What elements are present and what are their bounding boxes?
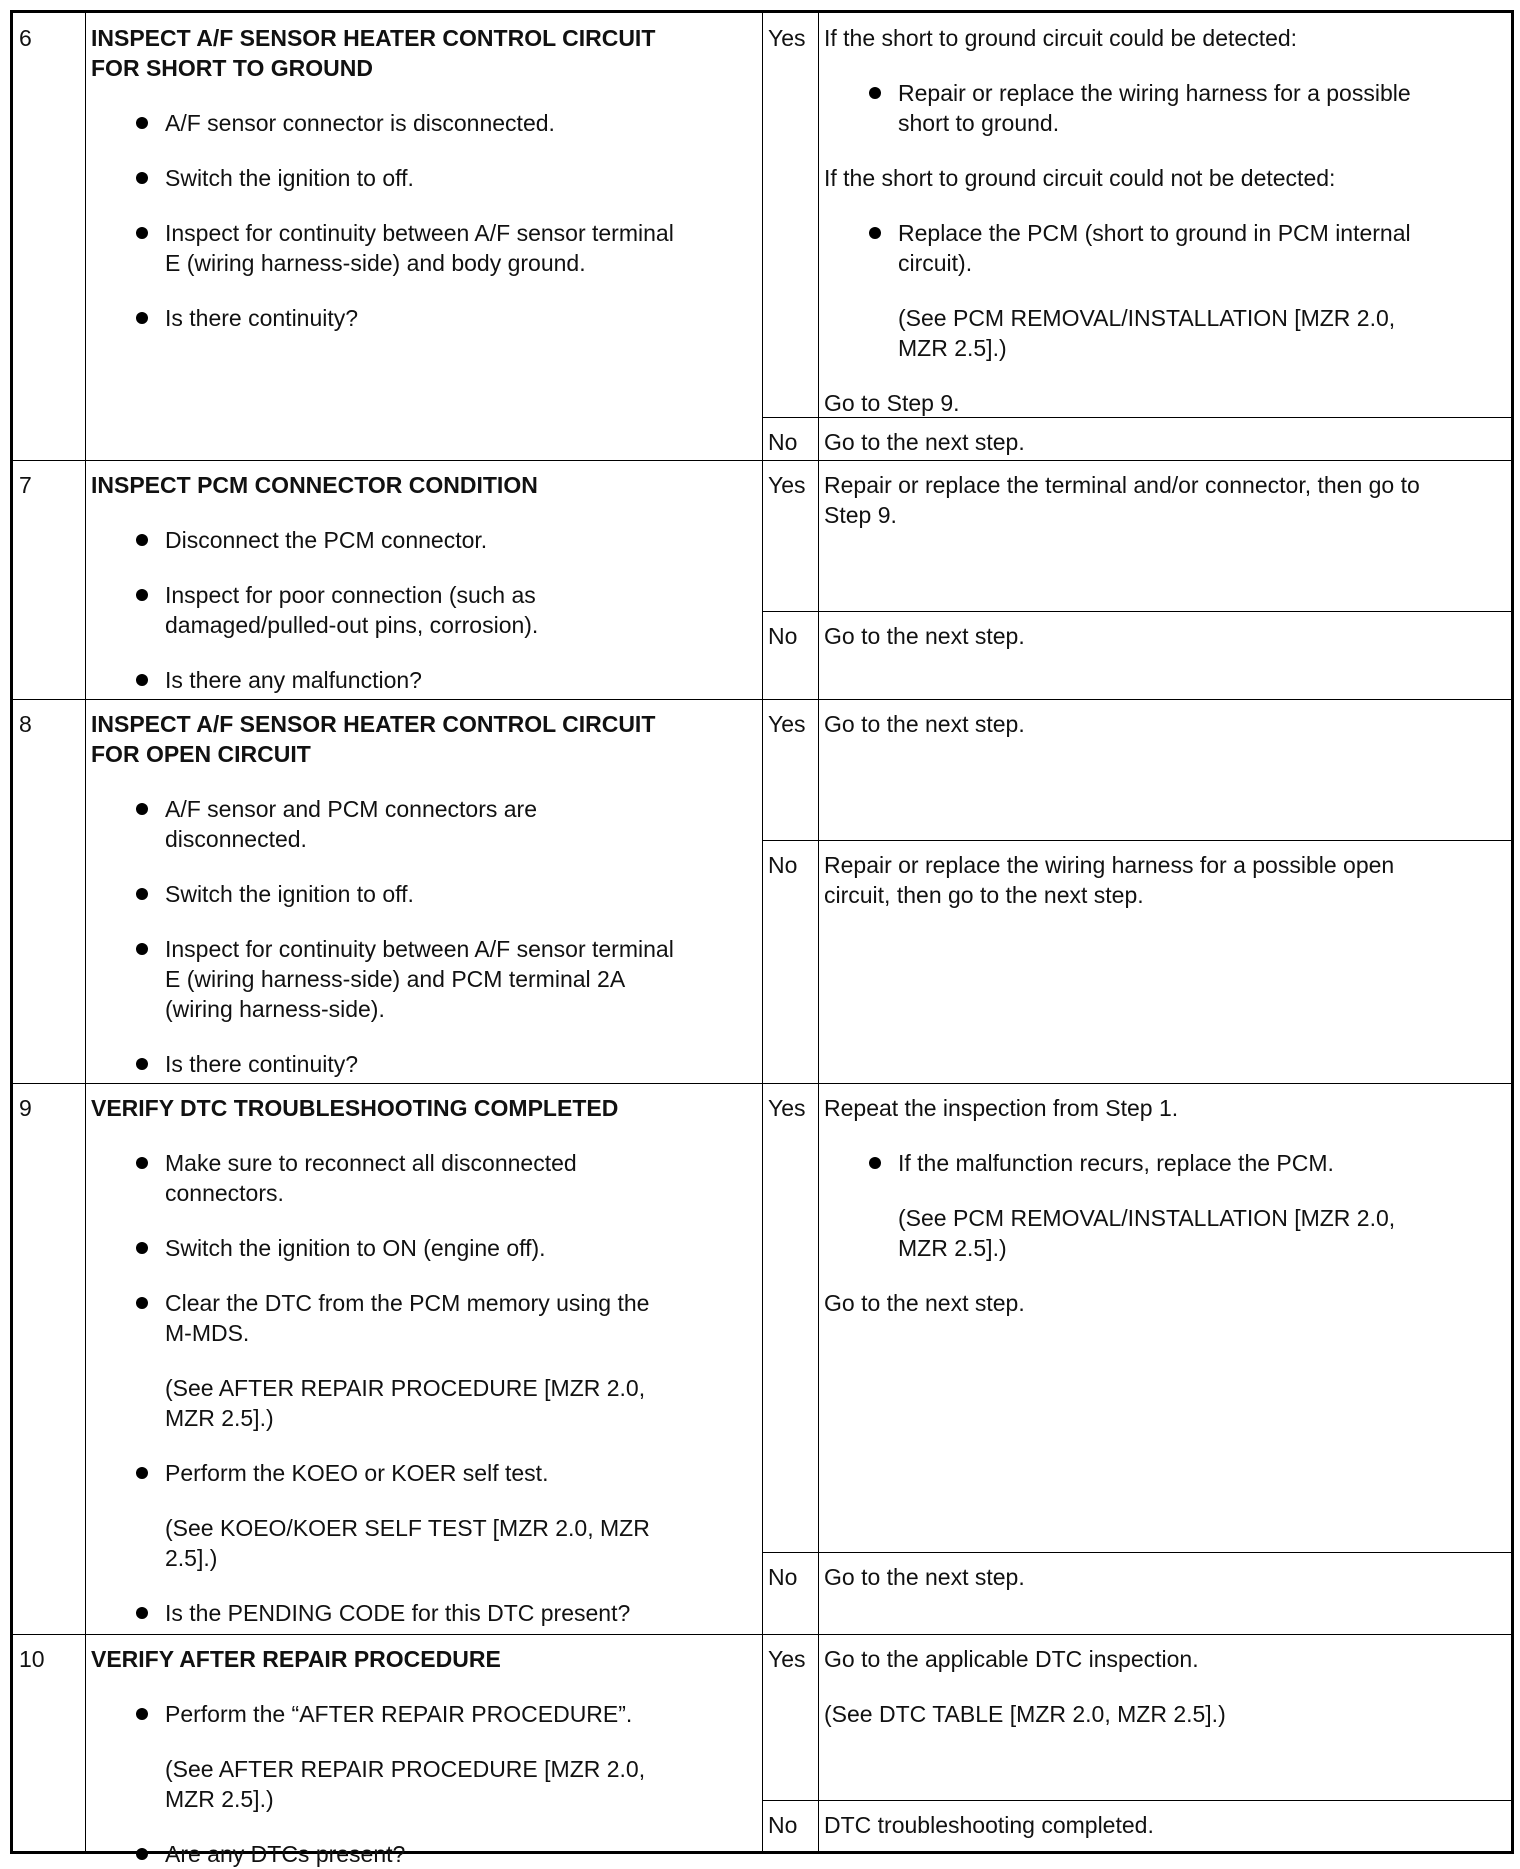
procedure-bullet: A/F sensor and PCM connectors are disconnected.: [91, 794, 754, 854]
procedure-bullet: Perform the KOEO or KOER self test.: [91, 1458, 754, 1488]
action-text: Repeat the inspection from Step 1.: [824, 1095, 1179, 1121]
troubleshooting-table: [10, 10, 1514, 1867]
procedure-bullet: Is there continuity?: [91, 303, 754, 333]
yes-action: [818, 13, 1511, 418]
step-procedure: [85, 699, 762, 1079]
procedure-bullet: Inspect for poor connection (such as damaged/pulled-out pins, corrosion).: [91, 580, 754, 640]
action-text: Go to the next step.: [824, 429, 1025, 455]
yes-label: Yes: [768, 472, 806, 498]
reference-text: (See KOEO/KOER SELF TEST [MZR 2.0, MZR 2.5].): [165, 1515, 650, 1571]
step-title: INSPECT A/F SENSOR HEATER CONTROL CIRCUIT FOR SHORT TO GROUND: [91, 25, 656, 81]
step-procedure: [85, 1634, 762, 1869]
step-procedure: [85, 13, 762, 333]
procedure-bullet: Is there any malfunction?: [91, 665, 754, 695]
action-text: Go to the applicable DTC inspection.: [824, 1646, 1199, 1672]
action-text: Repair or replace the wiring harness for a possible open circuit, then go to the next step.: [824, 852, 1395, 908]
action-text: If the short to ground circuit could not be detected:: [824, 165, 1336, 191]
reference-text: (See AFTER REPAIR PROCEDURE [MZR 2.0, MZR 2.5].): [165, 1756, 646, 1812]
action-bullet: If the malfunction recurs, replace the PCM.: [824, 1148, 1503, 1178]
procedure-bullet: Switch the ignition to ON (engine off).: [91, 1233, 754, 1263]
action-text: If the short to ground circuit could be detected:: [824, 25, 1298, 51]
no-label: No: [768, 1812, 798, 1838]
yes-action: [818, 460, 1511, 530]
yes-label: Yes: [768, 1646, 806, 1672]
step-title: INSPECT PCM CONNECTOR CONDITION: [91, 472, 538, 498]
action-text: Go to the next step.: [824, 623, 1025, 649]
procedure-bullet: Inspect for continuity between A/F sensor terminal E (wiring harness-side) and PCM terminal 2A (wiring harness-side).: [91, 934, 754, 1024]
step-title: VERIFY DTC TROUBLESHOOTING COMPLETED: [91, 1095, 619, 1121]
yes-label: Yes: [768, 25, 806, 51]
procedure-bullet: Inspect for continuity between A/F sensor terminal E (wiring harness-side) and body ground.: [91, 218, 754, 278]
procedure-bullet: Is there continuity?: [91, 1049, 754, 1079]
no-label: No: [768, 1564, 798, 1590]
step-procedure: [85, 460, 762, 695]
procedure-bullet: Switch the ignition to off.: [91, 879, 754, 909]
step-number: 9: [19, 1095, 32, 1121]
procedure-bullet: Clear the DTC from the PCM memory using the M-MDS.: [91, 1288, 754, 1348]
no-label: No: [768, 429, 798, 455]
action-text: Go to the next step.: [824, 1290, 1025, 1316]
yes-label: Yes: [768, 711, 806, 737]
step-title: INSPECT A/F SENSOR HEATER CONTROL CIRCUIT FOR OPEN CIRCUIT: [91, 711, 656, 767]
reference-text: (See DTC TABLE [MZR 2.0, MZR 2.5].): [824, 1701, 1226, 1727]
action-text: Go to Step 9.: [824, 390, 960, 416]
reference-text: (See AFTER REPAIR PROCEDURE [MZR 2.0, MZR 2.5].): [165, 1375, 646, 1431]
step-number: 8: [19, 711, 32, 737]
no-action: [818, 417, 1511, 457]
action-text: Go to the next step.: [824, 1564, 1025, 1590]
procedure-bullet: Switch the ignition to off.: [91, 163, 754, 193]
no-action: [818, 1800, 1511, 1840]
yes-action: [818, 699, 1511, 739]
no-action: [818, 611, 1511, 651]
no-label: No: [768, 623, 798, 649]
step-number: 10: [19, 1646, 45, 1672]
step-procedure: [85, 1083, 762, 1628]
action-bullet: Repair or replace the wiring harness for a possible short to ground.: [824, 78, 1503, 138]
yes-label: Yes: [768, 1095, 806, 1121]
action-bullet: Replace the PCM (short to ground in PCM internal circuit).: [824, 218, 1503, 278]
procedure-bullet: Disconnect the PCM connector.: [91, 525, 754, 555]
yes-action: [818, 1634, 1511, 1729]
procedure-bullet: Perform the “AFTER REPAIR PROCEDURE”.: [91, 1699, 754, 1729]
step-number: 6: [19, 25, 32, 51]
step-number: 7: [19, 472, 32, 498]
procedure-bullet: Is the PENDING CODE for this DTC present?: [91, 1598, 754, 1628]
no-action: [818, 1552, 1511, 1592]
reference-text: (See PCM REMOVAL/INSTALLATION [MZR 2.0, MZR 2.5].): [898, 1205, 1396, 1261]
procedure-bullet: Make sure to reconnect all disconnected connectors.: [91, 1148, 754, 1208]
no-label: No: [768, 852, 798, 878]
no-action: [818, 840, 1511, 910]
action-text: Go to the next step.: [824, 711, 1025, 737]
reference-text: (See PCM REMOVAL/INSTALLATION [MZR 2.0, MZR 2.5].): [898, 305, 1396, 361]
action-text: Repair or replace the terminal and/or connector, then go to Step 9.: [824, 472, 1420, 528]
procedure-bullet: A/F sensor connector is disconnected.: [91, 108, 754, 138]
action-text: DTC troubleshooting completed.: [824, 1812, 1154, 1838]
procedure-bullet: Are any DTCs present?: [91, 1839, 754, 1869]
step-title: VERIFY AFTER REPAIR PROCEDURE: [91, 1646, 501, 1672]
yes-action: [818, 1083, 1511, 1318]
